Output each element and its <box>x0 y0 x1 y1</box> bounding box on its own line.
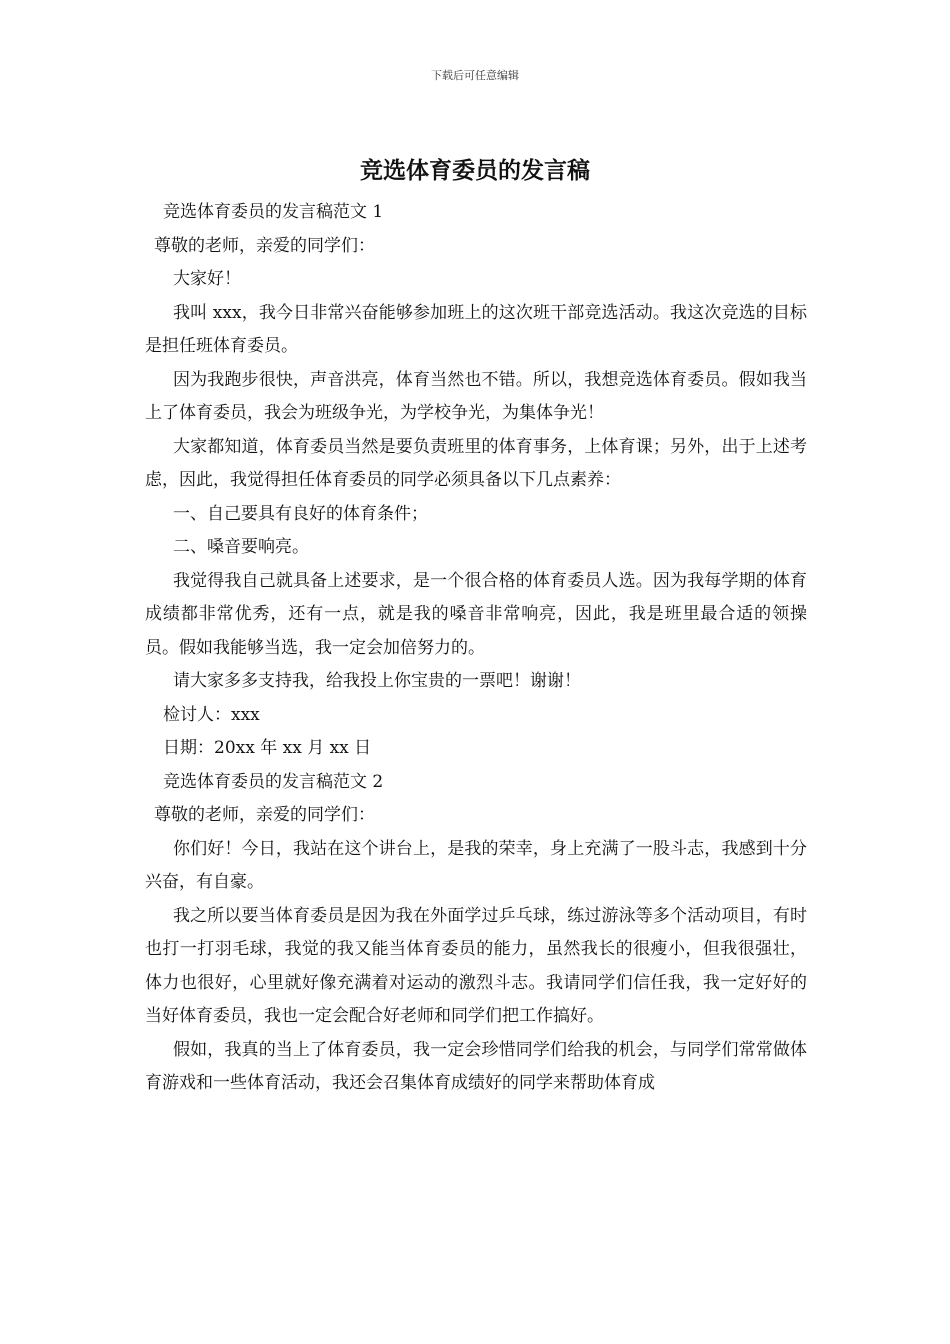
paragraph: 假如，我真的当上了体育委员，我一定会珍惜同学们给我的机会，与同学们常常做体育游戏和一些体育活动，我还会召集体育成绩好的同学来帮助体育成 <box>145 1039 807 1093</box>
list-item: 二、嗓音要响亮。 <box>173 537 309 557</box>
date: 日期：20xx 年 xx 月 xx 日 <box>163 738 372 758</box>
section-heading: 竞选体育委员的发言稿范文 1 <box>163 202 384 222</box>
paragraph: 因为我跑步很快，声音洪亮，体育当然也不错。所以，我想竞选体育委员。假如我当上了体育委员，我会为班级争光，为学校争光，为集体争光！ <box>145 369 807 423</box>
document-body <box>145 196 807 1101</box>
section-heading: 竞选体育委员的发言稿范文 2 <box>163 771 384 792</box>
header-note: 下载后可任意编辑 <box>431 69 519 82</box>
salutation: 尊敬的老师，亲爱的同学们： <box>154 235 375 256</box>
document-title: 竞选体育委员的发言稿 <box>360 157 590 184</box>
paragraph: 大家都知道，体育委员当然是要负责班里的体育事务，上体育课；另外，出于上述考虑，因此，我觉得担任体育委员的同学必须具备以下几点素养： <box>145 436 807 490</box>
signer: 检讨人：xxx <box>163 704 260 725</box>
paragraph: 我叫 xxx，我今日非常兴奋能够参加班上的这次班干部竞选活动。我这次竞选的目标是担任班体育委员。 <box>145 302 807 356</box>
paragraph: 我觉得我自己就具备上述要求，是一个很合格的体育委员人选。因为我每学期的体育成绩都非常优秀，还有一点，就是我的嗓音非常响亮，因此，我是班里最合适的领操员。假如我能够当选，我一定会加倍努力的。 <box>145 570 807 658</box>
paragraph: 我之所以要当体育委员是因为我在外面学过乒乓球，练过游泳等多个活动项目，有时也打一打羽毛球，我觉的我又能当体育委员的能力，虽然我长的很瘦小，但我很强壮，体力也很好，心里就好像充满着对运动的激烈斗志。我请同学们信任我，我一定好好的当好体育委员，我也一定会配合好老师和同学们把工作搞好。 <box>145 905 807 1026</box>
paragraph: 你们好！今日，我站在这个讲台上，是我的荣幸，身上充满了一股斗志，我感到十分兴奋，有自豪。 <box>145 838 807 892</box>
greeting: 大家好！ <box>173 269 241 289</box>
salutation: 尊敬的老师，亲爱的同学们： <box>154 805 375 825</box>
paragraph: 请大家多多支持我，给我投上你宝贵的一票吧！谢谢！ <box>173 671 581 691</box>
list-item: 一、自己要具有良好的体育条件； <box>173 503 428 524</box>
